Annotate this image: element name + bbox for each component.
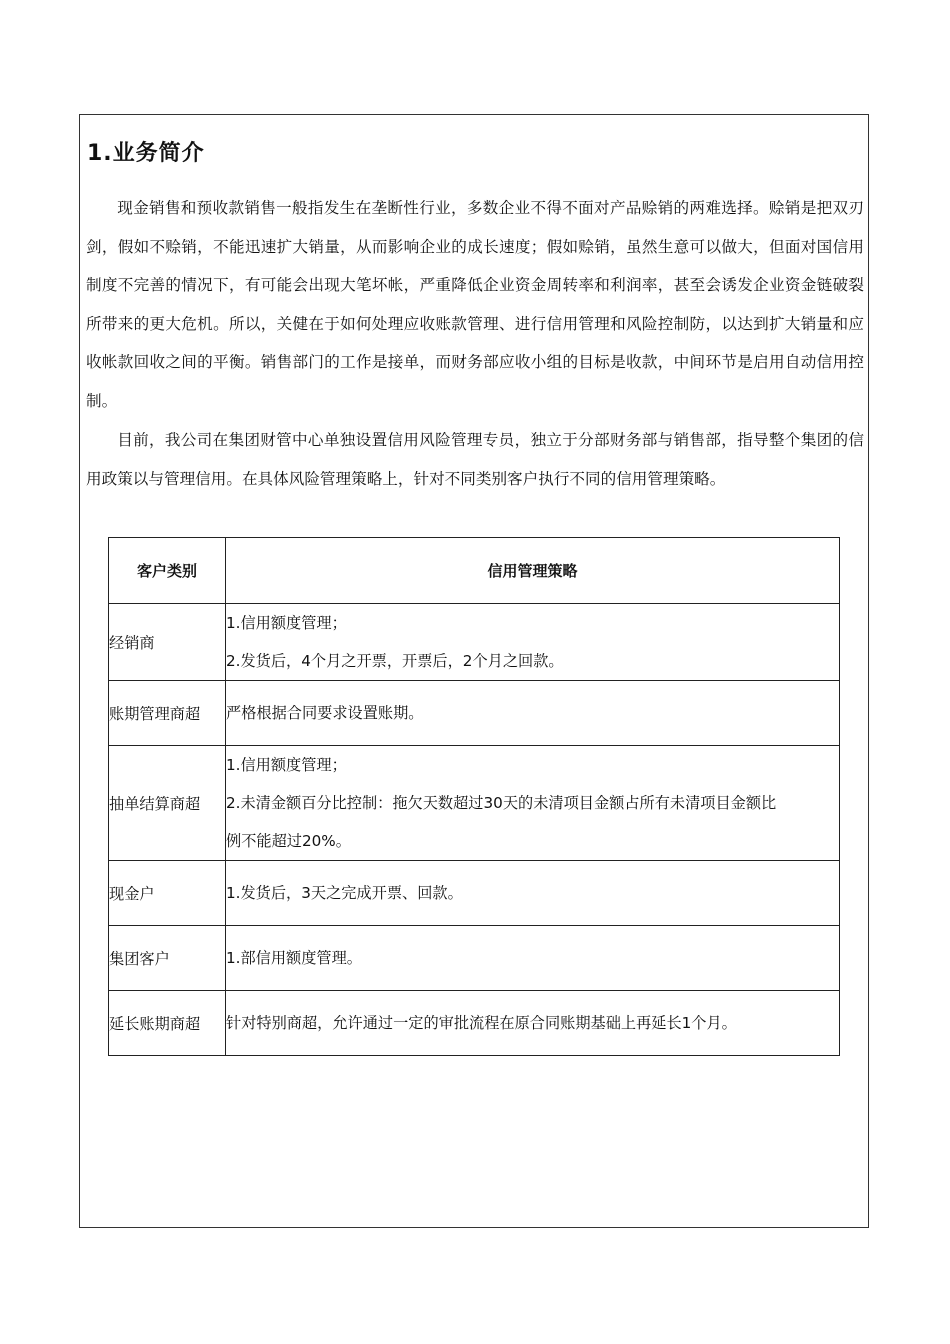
strategy-line: 1.信用额度管理； [226, 614, 347, 632]
policy-paragraph: 目前，我公司在集团财管中心单独设置信用风险管理专员，独立于分部财务部与销售部，指导整个集团的信用政策以与管理信用。在具体风险管理策略上，针对不同类别客户执行不同的信用管理策略。 [86, 431, 864, 488]
table-header-row [109, 538, 840, 604]
table-row [109, 604, 840, 681]
strategy-line: 1.发货后，3天之完成开票、回款。 [226, 884, 463, 902]
credit-policy-table [108, 537, 840, 1056]
strategy-line: 1.部信用额度管理。 [226, 949, 362, 967]
customer-type-cell: 延长账期商超 [109, 991, 226, 1056]
header-credit-strategy: 信用管理策略 [226, 538, 840, 604]
strategy-line: 严格根据合同要求设置账期。 [226, 704, 424, 722]
strategy-line: 2.未清金额百分比控制：拖欠天数超过30天的未清项目金额占所有未清项目金额比 [226, 794, 777, 812]
intro-paragraph: 现金销售和预收款销售一般指发生在垄断性行业，多数企业不得不面对产品赊销的两难选择。赊销是把双刃剑，假如不赊销，不能迅速扩大销量，从而影响企业的成长速度；假如赊销，虽然生意可以做大，但面对国信用制度不完善的情况下，有可能会出现大笔坏帐，严重降低企业资金周转率和利润率，甚至会诱发企业资金链破裂所带来的更大危机。所以，关健在于如何处理应收账款管理、进行信用管理和风险控制防，以达到扩大销量和应收帐款回收之间的平衡。销售部门的工作是接单，而财务部应收小组的目标是收款，中间环节是启用自动信用控制。 [86, 199, 864, 410]
strategy-line: 针对特别商超，允许通过一定的审批流程在原合同账期基础上再延长1个月。 [226, 1014, 737, 1032]
section-heading: 1.业务简介 [87, 141, 205, 166]
header-customer-type: 客户类别 [109, 538, 226, 604]
table-row [109, 746, 840, 861]
customer-type-cell: 经销商 [109, 604, 226, 681]
strategy-cell [226, 746, 840, 861]
strategy-cell [226, 926, 840, 991]
customer-type-cell: 账期管理商超 [109, 681, 226, 746]
customer-type-cell: 抽单结算商超 [109, 746, 226, 861]
strategy-line: 1.信用额度管理； [226, 756, 347, 774]
strategy-cell [226, 681, 840, 746]
strategy-line: 2.发货后，4个月之开票，开票后，2个月之回款。 [226, 652, 564, 670]
strategy-cell [226, 604, 840, 681]
customer-type-cell: 现金户 [109, 861, 226, 926]
table-row [109, 681, 840, 746]
strategy-cell [226, 991, 840, 1056]
strategy-line: 例不能超过20%。 [226, 832, 351, 850]
customer-type-cell: 集团客户 [109, 926, 226, 991]
table-row [109, 991, 840, 1056]
table-row [109, 861, 840, 926]
strategy-cell [226, 861, 840, 926]
table-row [109, 926, 840, 991]
